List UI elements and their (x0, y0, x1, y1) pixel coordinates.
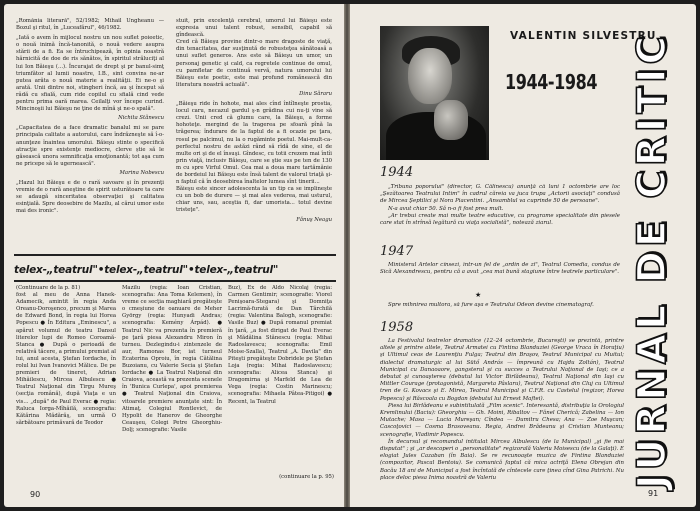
left-page (4, 4, 344, 507)
quote-paragraph: Băieşu este sincer adolescenta la un tip ca se implineşte cu un bob de durere — şi mai ales vederea, mai usturul, chiar uns, sau, aceştia fi, dar umorista... totul devine tristeţe". (176, 186, 332, 214)
telex-paragraph: (Continuare de la p. 81) (16, 285, 81, 291)
quote-paragraph: stuit, prin excelenţă cerebral, umorul lui Băieşu este expresia unui talent robust, sensibil, capabil să gîndească. (176, 18, 332, 39)
author-name: VALENTIN SILVESTRU (510, 30, 657, 42)
year-heading: 1958 (380, 320, 414, 335)
author-portrait-photo (380, 26, 489, 160)
vertical-title (629, 20, 675, 500)
entry-paragraph: La Festivalul teatrelor dramatice (12–24 octombrie, Bucureşti) se prezintă, printre altele şi printre altele, Teatrul Armatei cu Fintina Blanduziei (George Vraca în Horaţiu) şi Ultimul ceas de Laurenţiu Fulga; Teatrul din Braşov, Teatrul Municipal cu Muitul; dialectul dramaturgic al lui Sütő András — împreună cu Hajdu Zoltán), Teatrul Municipal cu Danaoaore, gangsterul şi cu succes a Teatrului Naţional de Iaşi; ce a debutat şi cunoaşterea (debutul lui Victor Birlădeanu), Teatrul Naţional din Iaşi cu Mittler Courage (protagonistă, Margareta Pâslaru), Teatrul Naţional din Cluj cu Ultimul tren de G. Kovacs şi E. Mirea, Teatrul Municipal şi C.F.R. cu Castelul (regizor, Horea Popescu) şi Răscoala cu Bogdan (debutul lui Ernest Maftei). (380, 338, 624, 402)
telex-paragraph: Mazilu (regia: Ioan Cristian, scenografia: Ana Toma Kelemen), în vreme ce secţia maghiară pregăteşte o cmeşiune de oanuare de Meher György (regia: Hunyadi Andras; scenografia: Kemény Árpád). ● Teatrul Nic va prezenta în premieră pe ţară piesa Alexandru Miron în turneu. Dezlegindu-i zintenzele de aur, Ramonas Bor, iat turneul Ecaterina Oproiu, în regia Cătălina Buzoianu, cu Valerie Secia şi Ştefan Iordache ● La Teatrul Naţional din Craiova, această va prezenta scenele în 'Bunica Curlepa', apoi premierea ● Teatrul Naţional din Craiova, vitoarele premiere anunţate sint: În Atimaţ. Colegiul Rontlevict, de Hypolit de Hanerov de Gheorghe Ceauşeu, Colegi Petre Gheorghiu-Dolj; scenografie: Vasile (122, 285, 222, 433)
telex-column-3 (228, 285, 332, 471)
citation-line: „Romănia literară", 52/1982; Mihail Ungheanu — Bozul şi ritul, în „Luceafărul", 46/1982. (16, 18, 164, 32)
entry-1944 (380, 184, 620, 240)
section-star: ★ (475, 291, 482, 299)
continued-note: (continuare la p. 95) (279, 474, 334, 480)
quote-author: Dinu Săraru (299, 90, 332, 97)
left-column-1 (16, 18, 164, 250)
telex-top-rule (14, 254, 336, 256)
quote-paragraph: „Capacitatea de a face dramatic banalul mi se pare principala calitate a autorului, care îndrăzneşte să î-o-anunţeze înaintea umorului. Băieşu stinte o specifică atracţie spre existenţe mediocre, clerve știe să le găsească unora semnificaţia emoţionantă; tot aşa cum ne pricepe să le ugernească". (16, 125, 164, 167)
quote-author: Fănuş Neagu (296, 216, 332, 223)
quote-paragraph: „Băieşu ride în hohote, mai ales cînd întîlneşte prostia, locul caru, necazul gardul ş-n grădina cui nu-ţi vine să crezi. Unii cred că glumu care, la Băieşu, a forme hohoteţe. mergind de la tragerea pe sfoară pînă la trăgerea; îndurare de la faptul de a fi ocazie pe ţara, rosul pe palcimul, nu la o rugăminte poetul. Mai-mult-ca-perfectul nostru de astăzi rând să rîdă de sine, el de multe ori şi de el însuşi. Gîndesc, cu totii crezem mai întîi prin viaţă, inclusiv Băieşu, care se ştie sus pe ten de 130 m cu spre Virful Omul. Cea mai a doua mare tartămănie de bordeiul lui Băieşu este însă talent de valorul triaţă şi-n faptul că în deosebirea înaltelor lumea sînt tinerii... (176, 101, 332, 186)
entry-odeon (380, 302, 620, 318)
entry-paragraph: „Tribuna poporului" (director, G. Călinescu) anunţă că luni 1 octombrie are loc „Şezătoarea Teatrului Intim" în cadrul căreia va juca trupa „Actorii asociaţi" condusă de Mircea Şeptilici şi Nora Piacentini. „Ansamblul va cuprinde 50 de persoane". (380, 184, 620, 205)
quote-paragraph: Cred că Băieşu provine dintr-o mare dragoste de viaţă, din tenacitatea, dar susţinută de robusteţea sănătoasă a unui suflet generos. Ans este să Băieşu un umor, un personaj genetic şi cald, ca regretele continue de omul, cu pamfletar de continuă vervă, natura umorului lui Băieşu este poetic, este mai profund romănească din literatura noastră actuală". (176, 39, 332, 88)
page-number-right: 91 (648, 489, 659, 498)
vertical-title-text: JURNAL DE CRITIC (629, 31, 675, 489)
quote-author: Nichita Stănescu (118, 115, 164, 122)
year-heading: 1944 (380, 165, 414, 180)
entry-paragraph: Ministerul Artelor cînsezi, într-un fel de „ordin de zi", Teatrul Comedia, condus de Sică Alexandrescu, pentru că a avut „cea mai bună stagiune între teatrele particulare". (380, 262, 620, 276)
year-heading: 1947 (380, 244, 414, 259)
telex-bottom-rule (14, 280, 336, 282)
year-range-title: 1944-1984 (505, 70, 598, 94)
telex-paragraph: fost al meu de Anna Hanek-Adamecik, amintit în regia Anda Oreanu-Doroşenco, precum şi Marea de Edward Bond, în regia lui Horea Popescu ● În Editura „Eminescu", a apărut volumul de teatru Dansul literelor lupi de Romeo Coroamă-Stanca ● După o perioadă de relativă tăcere, a primului premiat al lui, anul acesta, Ştefan Iordache, în rolul lui Ivan Ivanovici Mălicu. De pe premieri de tineret, Adrian Mihăilescu, Mircea Albulescu ● Teatrul Naţional din Tirgu Mureş (secţia română), după Viaţa e un vis... „după" de Paul Everac ● regia: Raluca Iorga-Mîhăilă, scenografia: Kătărina Mădărăş, un urmă O sărbătoare primăvară de Teodor (16, 292, 116, 426)
entry-paragraph: În decursul şi recomandul intitulat Mircea Albulescu (de la Municipal) „şi fie mai disputat" ; şi „ar descoperi o „personalitate" regizorală Valeriu Moisescu (de la Galaţi). E elogiat Jules Cazaban (în Baia). Se re recunoaşte muzica de Fintina Blanduziei (compozitor, Pascal Bentoiu). Se comunică faptul că mica actriţă Elena Obrejan din Bacău 18 ani de Municipal a fost încîntată de cîntecele care ţinea cînd Gina Patrichi. Nu place deloc piesa Inima noastră de Valeriu (380, 438, 624, 481)
entry-1958 (380, 338, 624, 486)
quote-paragraph: „Hazul lui Băieşu e de o rară savoare şi în prezenţi vremie de o rară aneştine de spirit usturătoare ta care se adaugă sinceritatea observaţiei şi calitatea esinţială. Spre deosebire de Mazilu, al cărui umor este mai des ironic". (16, 179, 164, 215)
telex-banner: telex-„teatrul"•telex-„teatrul"•telex-„teatrul" (14, 264, 279, 276)
telex-paragraph: Buz), Ex de Aldo Nicolaj (regia: Carmen Gentimir; scenografie: Viorel Penişoara-Stegara) şi Domniţa Lacrimă-furată de Dan Tărchilă (regia: Valentina Balogh, scenografie: Vasile Buz) ● După romanul premiat în ţară, „a fost dirigat de Paul Everac şi Mădălina Stănescu (regia: Mihai Radoslavescu; scenografia: Emil Moise-Szalla), Teatrul „A. Davila" din Piteşti pregăteşte Dobridele pe Ştefan Loja (regia: Mihai Radoslavescu; scenografia: Alicea Stanca) şi Dragomirna şi Marfeld de Lea de Vega (regia: Costin Marinescu; scenografia: Mihaela Pâtea-Pitigoi) ● Recent, la Teatrul (228, 285, 332, 405)
quote-author: Marina Nobescu (119, 169, 164, 176)
page-number-left: 90 (30, 490, 41, 499)
left-column-2 (176, 18, 332, 250)
telex-column-2 (122, 285, 222, 481)
entry-paragraph: Piesa lui Birlădeanu e subintitulată „Film scenic". Interesantă, distribuţia la Orologiul Kremlinului (Baciu): Gheorghiu — Gh. Moini, Ribaltov — Fănel Cherică; Zabelina — Ion Mutache; Masa — Lucia Mureşan; Cîndea — Dumitru Chesa; Ana — Zoe Muşcan; Cascoţovici — Cosma Brasoveanu. Regia, Andrei Brădeanu şi Cristian Munteanu; scenografie, Vladimir Popescu. (380, 402, 624, 438)
entry-paragraph: N-a avut chiar 50. Să n-o fi fost prea mult. (388, 205, 504, 212)
entry-paragraph: Spre mihnirea multora, să fure aşa e Teatrului Odeon devine cinematograf. (388, 302, 594, 308)
telex-column-1 (16, 285, 116, 481)
quote-paragraph: „Iată o avem în mijlocul nostru un nou suflet poieetic, o nouă inimă încă-tanonită, o nouă vedere asupra stării de a fi. Ea se întruchipează, în opinia noastră hărnicită de doe de ris sănătos, în spiritul străluciţi al lui Ion Băieşu (...). Încurajat de drept şi pr banul-simţ triumfător al lumii noastre, I.B., sint convins ne-ar putea arăta o nouă materie a realităţii. Ei ne-o şi arată. Unii dintre noi, stingheri încă, au şi început să râdă cu sfială, cum ride copilul cu sfială cind vede pentru prima oară marea. Ceilalţi vor începe curind. Mincinoşii lui Băieşu ne ţine de mînă şi ne-o spală". (16, 35, 164, 113)
entry-paragraph: „Ar trebui create mai multe teatre educative, cu programe specialitate din piesele care stat în strînsă legătură cu viaţa socialistă", notează ziarul. (380, 212, 620, 227)
entry-1947 (380, 262, 620, 288)
